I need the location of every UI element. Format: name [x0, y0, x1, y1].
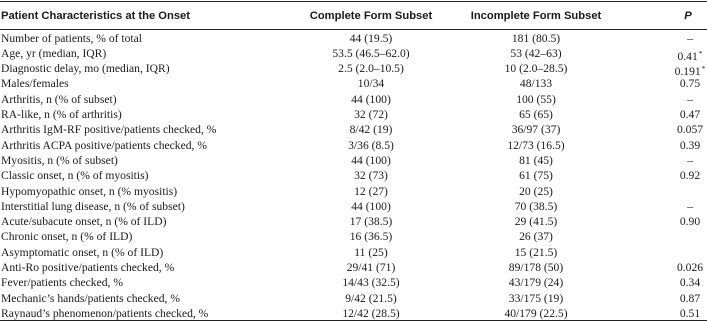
p-value: [680, 291, 700, 306]
complete-form-value: 9/42 (21.5): [345, 291, 397, 305]
complete-form-value: 14/43 (32.5): [342, 276, 400, 290]
row-label: Classic onset, n (% of myositis): [1, 169, 149, 183]
row-label: Myositis, n (% of subset): [1, 153, 118, 167]
p-value-footnote-mark: *: [701, 64, 706, 74]
header-characteristics: Patient Characteristics at the Onset: [1, 10, 191, 22]
p-value-text: 0.41: [677, 49, 698, 63]
p-value-footnote-mark: *: [698, 48, 703, 58]
p-value: [687, 92, 693, 107]
complete-form-value: 53.5 (46.5–62.0): [332, 46, 410, 60]
incomplete-form-value: 36/97 (37): [511, 123, 561, 137]
table-row: [0, 275, 707, 290]
complete-form-value: 16 (36.5): [349, 230, 393, 244]
p-value: [677, 122, 703, 137]
p-value-text: –: [687, 92, 693, 106]
complete-form-value: 11 (25): [354, 245, 388, 259]
row-label: Fever/patients checked, %: [1, 276, 124, 290]
incomplete-form-value: 29 (41.5): [514, 215, 558, 229]
table-row: [0, 92, 707, 107]
p-value-text: 0.34: [679, 276, 701, 290]
p-value: [687, 199, 693, 214]
incomplete-form-value: 15 (21.5): [514, 245, 558, 259]
p-value: [680, 107, 700, 122]
p-value: [680, 306, 700, 321]
complete-form-value: 44 (100): [351, 153, 391, 167]
incomplete-form-value: 43/179 (24): [508, 276, 564, 290]
row-label: Acute/subacute onset, n (% of ILD): [1, 215, 167, 229]
row-label: Number of patients, % of total: [1, 31, 143, 45]
complete-form-value: 10/34: [357, 77, 385, 91]
p-value-text: 0.90: [679, 215, 701, 229]
incomplete-form-value: 70 (38.5): [514, 199, 558, 213]
table-row: [0, 122, 707, 137]
table-row: [0, 214, 707, 229]
table-row: [0, 46, 707, 61]
table-row: [0, 138, 707, 153]
row-label: Arthritis, n (% of subset): [1, 92, 117, 106]
incomplete-form-value: 89/178 (50): [508, 261, 564, 274]
p-value-text: 0.39: [679, 138, 701, 152]
table-row: [0, 260, 707, 275]
p-value-text: 0.92: [679, 169, 701, 183]
complete-form-value: 32 (73): [354, 169, 388, 183]
p-value-text: –: [687, 153, 693, 167]
row-label: Age, yr (median, IQR): [1, 46, 107, 60]
complete-form-value: 44 (19.5): [349, 31, 393, 45]
p-value-text: 0.87: [679, 291, 701, 305]
incomplete-form-value: 181 (80.5): [511, 31, 561, 45]
p-value-text: 0.026: [676, 261, 704, 274]
incomplete-form-value: 53 (42–63): [510, 46, 562, 60]
header-incomplete-form-subset: Incomplete Form Subset: [470, 10, 602, 22]
row-label: Arthritis ACPA positive/patients checked, %: [1, 138, 207, 152]
incomplete-form-value: 26 (37): [519, 230, 553, 244]
row-label: Chronic onset, n (% of ILD): [1, 230, 133, 244]
complete-form-value: 32 (72): [354, 108, 388, 121]
table-row: [0, 229, 707, 244]
table-row: [0, 153, 707, 168]
table-row: [0, 245, 707, 260]
table-row: [0, 31, 707, 46]
p-value-text: –: [687, 31, 693, 45]
complete-form-value: 44 (100): [351, 199, 391, 213]
incomplete-form-value: 48/133: [519, 77, 553, 91]
p-value-text: 0.75: [679, 77, 701, 91]
p-value-text: 0.057: [676, 123, 704, 137]
p-value: [687, 31, 693, 46]
table-row: [0, 107, 707, 122]
incomplete-form-value: 61 (75): [519, 169, 553, 183]
incomplete-form-value: 10 (2.0–28.5): [504, 62, 568, 76]
p-value: [680, 76, 700, 91]
table-row: [0, 306, 707, 321]
complete-form-value: 12 (27): [354, 184, 388, 198]
table-row: [0, 168, 707, 183]
p-value: [687, 153, 693, 168]
table-row: [0, 291, 707, 306]
table-row: [0, 76, 707, 91]
p-value: [680, 214, 700, 229]
row-label: RA-like, n (% of arthritis): [1, 108, 122, 121]
row-label: Arthritis IgM-RF positive/patients checked, %: [1, 123, 217, 137]
table-top-rule: [0, 1, 707, 2]
p-value: [677, 260, 703, 275]
complete-form-value: 17 (38.5): [349, 215, 393, 229]
p-value: [680, 168, 700, 183]
incomplete-form-value: 81 (45): [519, 153, 553, 167]
complete-form-value: 12/42 (28.5): [342, 306, 400, 320]
row-label: Diagnostic delay, mo (median, IQR): [1, 62, 170, 76]
incomplete-form-value: 100 (55): [516, 92, 556, 106]
p-value: [680, 138, 700, 153]
complete-form-value: 2.5 (2.0–10.5): [338, 62, 404, 76]
table-row: [0, 199, 707, 214]
complete-form-value: 29/41 (71): [346, 261, 396, 274]
incomplete-form-value: 65 (65): [519, 108, 553, 121]
complete-form-value: 3/36 (8.5): [348, 138, 394, 152]
p-value-text: –: [687, 199, 693, 213]
row-label: Interstitial lung disease, n (% of subset): [1, 199, 185, 213]
row-label: Males/females: [1, 77, 69, 91]
header-p-value: P: [684, 10, 692, 22]
incomplete-form-value: 33/175 (19): [508, 291, 564, 305]
row-label: Mechanic’s hands/patients checked, %: [1, 291, 180, 305]
header-complete-form-subset: Complete Form Subset: [309, 10, 433, 22]
row-label: Anti-Ro positive/patients checked, %: [1, 261, 175, 274]
row-label: Raynaud’s phenomenon/patients checked, %: [1, 306, 209, 320]
p-value: [680, 275, 700, 290]
row-label: Asymptomatic onset, n (% of ILD): [1, 245, 164, 259]
p-value-text: 0.47: [679, 108, 701, 121]
p-value-text: 0.191: [674, 65, 701, 79]
table-row: [0, 184, 707, 199]
incomplete-form-value: 40/179 (22.5): [504, 306, 568, 320]
incomplete-form-value: 20 (25): [519, 184, 553, 198]
p-value-text: 0.51: [679, 306, 701, 320]
complete-form-value: 44 (100): [351, 92, 391, 106]
row-label: Hypomyopathic onset, n (% myositis): [1, 184, 178, 198]
table-row: [0, 61, 707, 79]
complete-form-value: 8/42 (19): [349, 123, 393, 137]
incomplete-form-value: 12/73 (16.5): [507, 138, 565, 152]
